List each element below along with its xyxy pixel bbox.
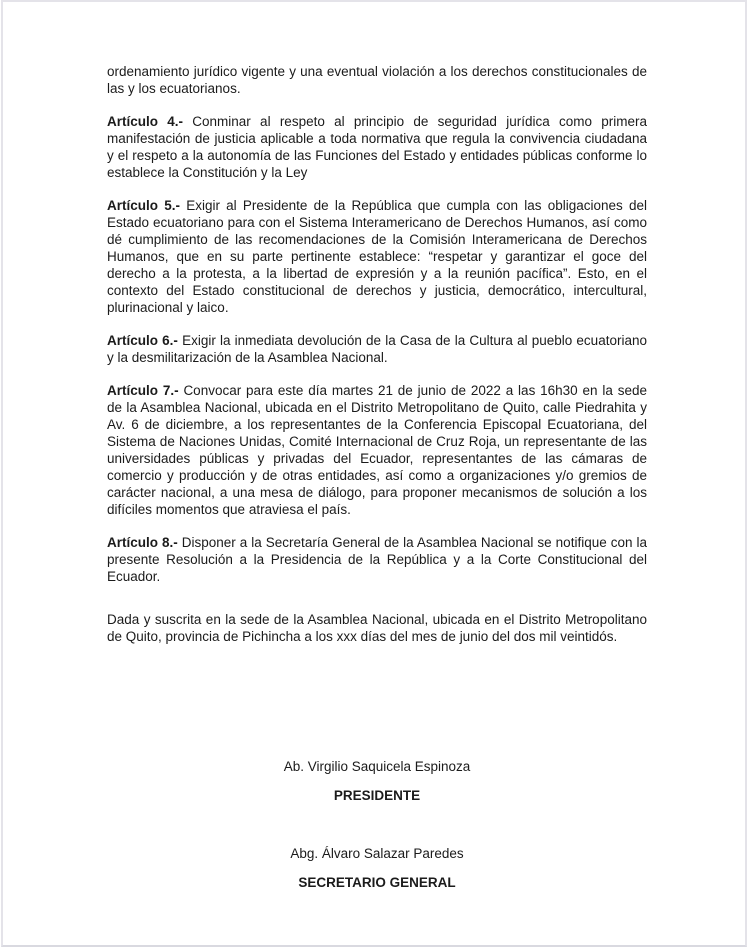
article-6-paragraph (107, 332, 647, 366)
continuation-paragraph: ordenamiento jurídico vigente y una eventual violación a los derechos constitucionales de las y los ecuatorianos. (107, 64, 647, 96)
article-8-paragraph (107, 534, 647, 585)
article-7-text: Convocar para este día martes 21 de junio de 2022 a las 16h30 en la sede de la Asamblea Nacional, ubicada en el Distrito Metropolitano de Quito, calle Piedrahita y Av. 6 de diciembre, a los representantes de la Conferencia Episcopal Ecuatoriana, del Sistema de Naciones Unidas, Comité Internacional de Cruz Roja, un representante de las universidades públicas y privadas del Ecuador, representantes de las cámaras de comercio y producción y de otras entidades, así como a organizaciones y/o gremios de carácter nacional, a una mesa de diálogo, para proponer mecanismos de solución a los difíciles momentos que atraviesa el país. (107, 383, 647, 517)
article-6-label: Artículo 6.- (107, 333, 178, 348)
article-4-paragraph (107, 113, 647, 181)
article-5-paragraph (107, 197, 647, 316)
article-4-label: Artículo 4.- (107, 114, 184, 129)
article-7-paragraph (107, 382, 647, 518)
article-5-label: Artículo 5.- (107, 198, 180, 213)
article-6-text: Exigir la inmediata devolución de la Casa de la Cultura al pueblo ecuatoriano y la desmilitarización de la Asamblea Nacional. (107, 333, 647, 365)
closing-paragraph: Dada y suscrita en la sede de la Asamblea Nacional, ubicada en el Distrito Metropolitano de Quito, provincia de Pichincha a los xxx días del mes de junio del dos mil veintidós. (107, 612, 647, 644)
article-8-text: Disponer a la Secretaría General de la Asamblea Nacional se notifique con la presente Resolución a la Presidencia de la República y a la Corte Constitucional del Ecuador. (107, 535, 647, 584)
article-8-label: Artículo 8.- (107, 535, 178, 550)
document-body (107, 63, 647, 891)
signature-block (107, 758, 647, 891)
secretary-name: Abg. Álvaro Salazar Paredes (290, 846, 464, 861)
article-7-label: Artículo 7.- (107, 383, 179, 398)
signature-secretary (107, 845, 647, 891)
signature-president (107, 758, 647, 804)
article-5-text: Exigir al Presidente de la República que cumpla con las obligaciones del Estado ecuatoriano para con el Sistema Interamericano de Derechos Humanos, así como dé cumplimiento de las recomendaciones de la Comisión Interamericana de Derechos Humanos, que en su parte pertinente establece: “respetar y garantizar el goce del derecho a la protesta, a la libertad de expresión y a la reunión pacífica”. Esto, en el contexto del Estado constitucional de derechos y justicia, democrático, intercultural, plurinacional y laico. (107, 198, 647, 315)
article-4-text: Conminar al respeto al principio de seguridad jurídica como primera manifestación de justicia aplicable a toda normativa que regula la convivencia ciudadana y el respeto a la autonomía de las Funciones del Estado y entidades públicas conforme lo establece la Constitución y la Ley (107, 114, 647, 180)
president-name: Ab. Virgilio Saquicela Espinoza (283, 759, 471, 774)
president-title: PRESIDENTE (333, 788, 421, 803)
secretary-title: SECRETARIO GENERAL (298, 875, 456, 890)
